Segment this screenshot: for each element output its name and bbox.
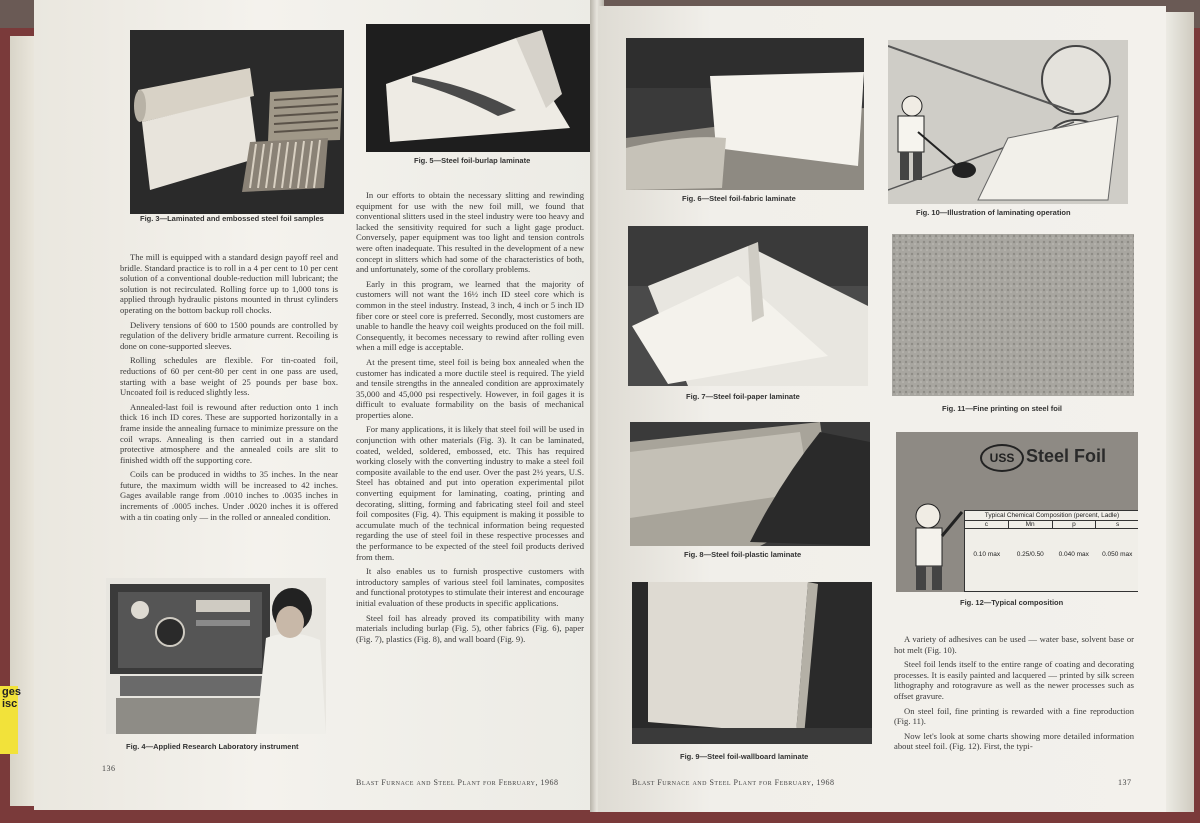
fig11-photo bbox=[892, 234, 1134, 396]
page-edges-right bbox=[1166, 12, 1194, 812]
fig4-caption: Fig. 4—Applied Research Laboratory instrument bbox=[126, 742, 299, 751]
fig10-photo bbox=[888, 40, 1128, 204]
table-cell: 0.10 max bbox=[973, 550, 1001, 558]
left-page-footer: Blast Furnace and Steel Plant for February, 1968 bbox=[356, 778, 559, 787]
paragraph: On steel foil, fine printing is rewarded with a fine reproduction (Fig. 11). bbox=[894, 705, 1134, 727]
fig9-photo bbox=[632, 582, 872, 744]
fig8-photo bbox=[630, 422, 870, 546]
paragraph: Delivery tensions of 600 to 1500 pounds are controlled by regulation of the delivery bridle armature current. Recoiling is done on cone-supported sleeves. bbox=[120, 319, 338, 351]
fig12-caption: Fig. 12—Typical composition bbox=[960, 598, 1064, 607]
uss-logo: USS bbox=[980, 444, 1024, 472]
table-header: s bbox=[1116, 521, 1120, 528]
fig11-caption: Fig. 11—Fine printing on steel foil bbox=[942, 404, 1063, 413]
fig3-caption: Fig. 3—Laminated and embossed steel foil samples bbox=[140, 214, 324, 223]
fig5-photo bbox=[366, 24, 590, 152]
right-column bbox=[894, 634, 1134, 756]
paragraph: The mill is equipped with a standard design payoff reel and bridle. Standard practice is to roll in a 4 per cent to 10 per cent solution of a conventional double-reduction mill lubricant; the solution is not recirculated. Rolling force up to 1,000 tons is applied through hydraulic pistons mounted in thrust cylinders operating on the bottom backup roll chocks. bbox=[120, 252, 338, 315]
paragraph: Early in this program, we learned that the majority of customers will not want the 16½ inch ID steel core which is common in the steel industry. Instead, 3 inch, 4 inch or 5 inch ID fiber core or steel core is preferred. Secondly, most customers are unable to handle the heavy coil weights produced on the foil mill. Consequently, it becomes necessary to rewind after rolling even when a mill edge is acceptable. bbox=[356, 278, 584, 353]
table-header: p bbox=[1053, 521, 1097, 528]
paragraph: At the present time, steel foil is being box annealed when the customer has indicated a more ductile steel is required. The yield and tensile strengths in the annealed condition are approximately 35,000 and 45,000 psi respectively. However, in foil gages it is difficult to evaluate formability on the basis of mechanical properties alone. bbox=[356, 356, 584, 420]
fig4-photo bbox=[106, 578, 326, 734]
paragraph: For many applications, it is likely that steel foil will be used in conjunction with other materials (Fig. 3). It can be laminated, coated, welded, soldered, embossed, etc. This has required working closely with the converting industry to make a steel foil composite available to the end user. Over the past 2½ years, U.S. Steel has obtained and put into operation experimental pilot converting equipment for laminating, coating, printing and decorating, slitting, forming and fabricating steel foil and steel foil composites (Fig. 4). This equipment is making it possible to accumulate much of the technical information being requested regarding the use of steel foil in these respective processes and the performance to be expected of the steel foil products derived from them. bbox=[356, 424, 584, 562]
right-page-footer: Blast Furnace and Steel Plant for February, 1968 bbox=[632, 778, 835, 787]
left-column-1 bbox=[120, 252, 338, 526]
brand-text: Steel Foil bbox=[1026, 446, 1107, 466]
left-column-2 bbox=[356, 190, 584, 648]
fig5-caption: Fig. 5—Steel foil-burlap laminate bbox=[414, 156, 531, 165]
fig6-caption: Fig. 6—Steel foil-fabric laminate bbox=[682, 194, 796, 203]
paragraph: Rolling schedules are flexible. For tin-coated foil, reductions of 60 per cent-80 per cent in one pass are used, starting with a base weight of 25 pounds per base box. Uncoated foil is reduced slightly less. bbox=[120, 355, 338, 398]
fig6-photo bbox=[626, 38, 864, 190]
paragraph: Now let's look at some charts showing more detailed information about steel foil. (Fig. 12). First, the typi- bbox=[894, 730, 1134, 752]
paragraph: Annealed-last foil is rewound after reduction onto 1 inch thick 16 inch ID cores. These are supported horizontally in a frame inside the annealing furnace to minimize pressure on the coil wraps. Annealing is then carried out in a standard protective atmosphere and the annealed coils are slit to finished width off the supporting core. bbox=[120, 401, 338, 465]
fig10-caption: Fig. 10—Illustration of laminating operation bbox=[916, 208, 1071, 217]
table-header: Mn bbox=[1009, 521, 1053, 528]
index-tab bbox=[0, 686, 21, 754]
right-page-number: 137 bbox=[1118, 778, 1132, 787]
tab-text: isc bbox=[2, 698, 18, 710]
composition-table-title: Typical Chemical Composition (percent, Ladle) bbox=[965, 511, 1138, 521]
table-cell: 0.050 max bbox=[1102, 550, 1133, 558]
right-page bbox=[598, 6, 1166, 812]
fig8-caption: Fig. 8—Steel foil-plastic laminate bbox=[684, 550, 802, 559]
left-page-number: 136 bbox=[102, 764, 116, 773]
fig12-photo bbox=[896, 432, 1138, 592]
fig3-photo bbox=[130, 30, 344, 214]
table-cell: 0.25/0.50 bbox=[1016, 550, 1044, 558]
painter-illustration bbox=[896, 432, 966, 592]
left-page bbox=[34, 0, 596, 810]
table-cell: 0.040 max bbox=[1058, 550, 1089, 558]
table-header: c bbox=[965, 521, 1009, 528]
paragraph: Coils can be produced in widths to 35 inches. In the near future, the maximum width will be increased to 42 inches. Gages available range from .0010 inches to .0035 inches in increments of .0005 inches. Under .0020 inches it is offered with a tin coating only — in the rolled or annealed condition. bbox=[120, 469, 338, 522]
paragraph: Steel foil has already proved its compatibility with many materials including burlap (Fig. 5), other fabrics (Fig. 6), paper (Fig. 7), plastics (Fig. 8), and wall board (Fig. 9). bbox=[356, 612, 584, 644]
fig7-photo bbox=[628, 226, 868, 386]
fig9-caption: Fig. 9—Steel foil-wallboard laminate bbox=[680, 752, 809, 761]
fig7-caption: Fig. 7—Steel foil-paper laminate bbox=[686, 392, 800, 401]
composition-table bbox=[964, 510, 1138, 592]
paragraph: In our efforts to obtain the necessary slitting and rewinding equipment for use with the new foil mill, we found that conventional slitters used in the steel industry were too heavy and lacked the sensitivity required for such a light gage product. Conversely, paper equipment was too light and tension controls were often inadequate. This resulted in the development of a new concept in slitters which had some of the characteristics of both, and unfortunately, some of the corollary problems. bbox=[356, 190, 584, 275]
tab-text: ges bbox=[2, 686, 21, 698]
paragraph: A variety of adhesives can be used — water base, solvent base or hot melt (Fig. 10). bbox=[894, 634, 1134, 655]
paragraph: Steel foil lends itself to the entire range of coating and decorating processes. It is easily painted and lacquered — printed by silk screen lithography and rotogravure as well as the newer processes such as offset gravure. bbox=[894, 659, 1134, 701]
paragraph: It also enables us to furnish prospective customers with introductory samples of various steel foil laminates, composites and functional prototypes to stimulate their interest and encourage initial evaluation of these products in specific applications. bbox=[356, 566, 584, 608]
